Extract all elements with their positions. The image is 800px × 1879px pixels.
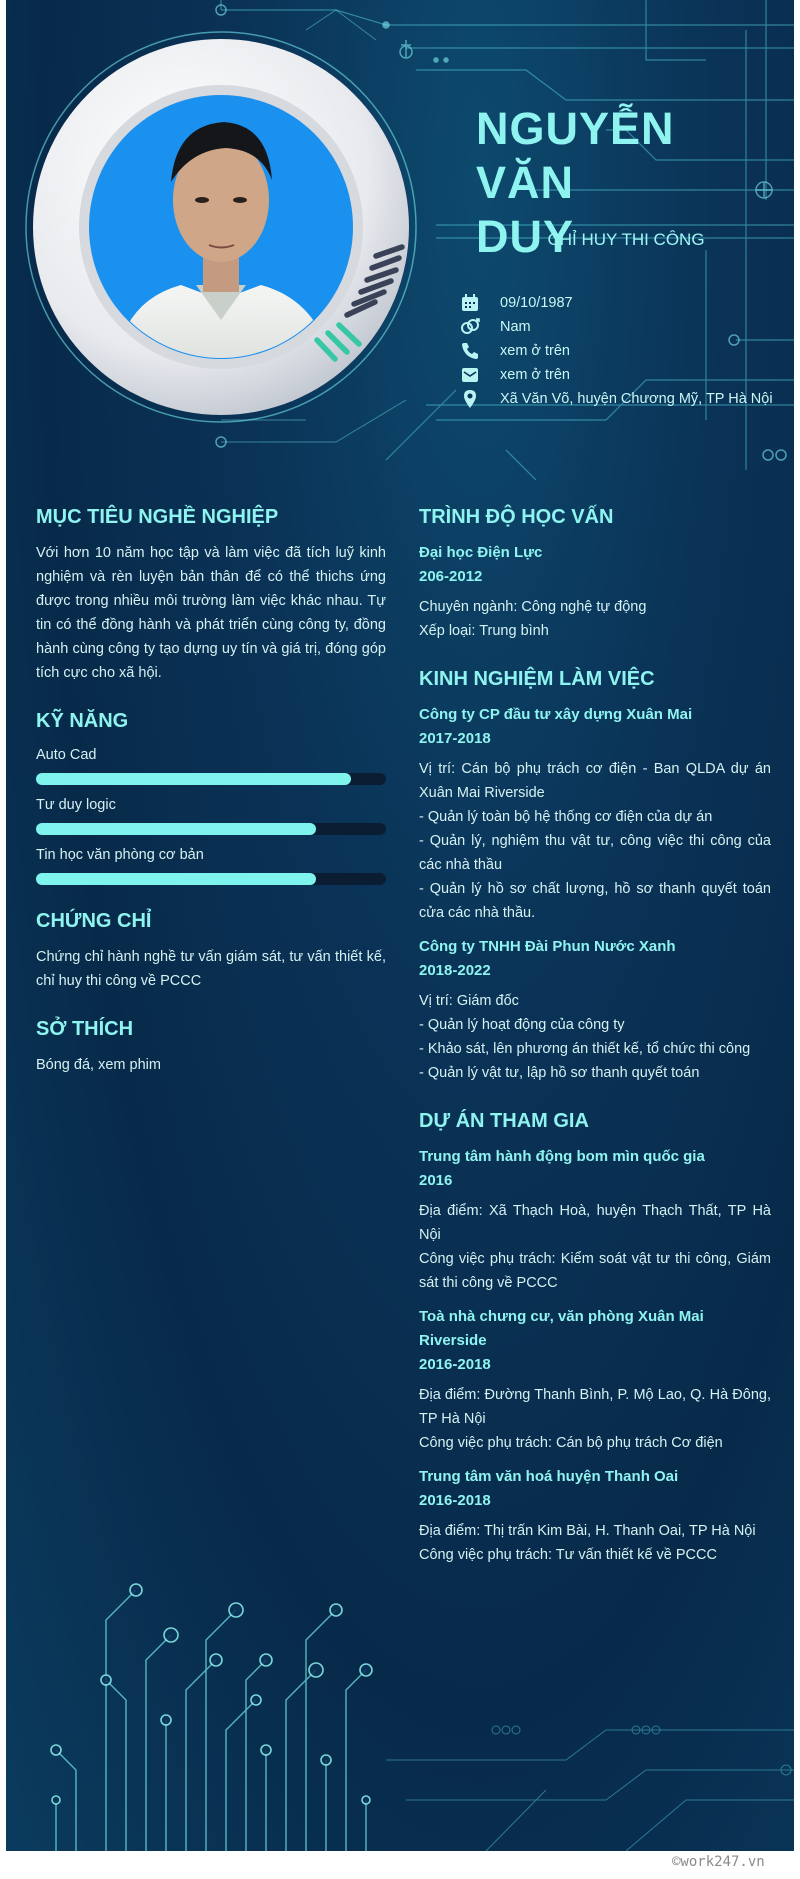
skill-bar (36, 873, 386, 885)
skill-label: Tin học văn phòng cơ bản (36, 847, 204, 863)
project-entry (419, 1305, 771, 1455)
cv-page (6, 0, 794, 1851)
objective-text: Với hơn 10 năm học tập và làm việc đã tích luỹ kinh nghiệm và rèn luyện bản thân để có thể thichs ứng được trong nhiều môi trường làm việc khác nhau. Tự tin có thể đồng hành và phát triển cùng công ty, đồng hành cùng công ty tạo dựng uy tín và giá trị, đóng góp tích cực cho xã hội. (36, 545, 386, 681)
location-icon (460, 389, 480, 409)
job-duty: - Quản lý vật tư, lập hồ sơ thanh quyết toán (419, 1065, 700, 1081)
education-heading: TRÌNH ĐỘ HỌC VẤN (419, 506, 614, 528)
project-role: Công việc phụ trách: Kiểm soát vật tư thi công, Giám sát thi công về PCCC (419, 1251, 771, 1291)
right-column (419, 505, 771, 1591)
skill-bar-fill (36, 773, 351, 785)
job-entry (419, 935, 771, 1085)
project-years: 2016-2018 (419, 1356, 491, 1373)
job-position: Vị trí: Cán bộ phụ trách cơ điện - Ban QLDA dự án Xuân Mai Riverside (419, 761, 771, 801)
job-entry (419, 703, 771, 925)
certificates-section (36, 909, 386, 993)
project-years: 2016-2018 (419, 1492, 491, 1509)
experience-heading: KINH NGHIỆM LÀM VIỆC (419, 668, 655, 690)
school-years: 206-2012 (419, 568, 483, 585)
left-column (36, 505, 386, 1101)
skill-label: Tư duy logic (36, 797, 116, 813)
school-name: Đại học Điện Lực (419, 544, 543, 561)
name-line-2: DUY (476, 211, 575, 262)
skill-bar (36, 823, 386, 835)
phone-icon (460, 341, 480, 361)
project-name: Trung tâm văn hoá huyện Thanh Oai (419, 1468, 679, 1485)
watermark: ©work247.vn (672, 1854, 765, 1870)
job-duty: - Quản lý hồ sơ chất lượng, hồ sơ thanh quyết toán cửa các nhà thầu. (419, 881, 771, 921)
project-role: Công việc phụ trách: Tư vấn thiết kế về PCCC (419, 1547, 717, 1563)
gender-text: Nam (500, 319, 531, 335)
calendar-icon (460, 293, 480, 313)
projects-heading: DỰ ÁN THAM GIA (419, 1110, 589, 1132)
job-title: CHỈ HUY THI CÔNG (547, 230, 705, 249)
experience-section (419, 667, 771, 1085)
project-entry (419, 1465, 771, 1567)
job-years: 2018-2022 (419, 962, 491, 979)
skill-label: Auto Cad (36, 747, 97, 763)
phone-text: xem ở trên (500, 343, 570, 359)
project-location: Địa điểm: Đường Thanh Bình, P. Mộ Lao, Q. Hà Đông, TP Hà Nội (419, 1387, 771, 1427)
objective-section (36, 505, 386, 685)
hobbies-section (36, 1017, 386, 1077)
education-major: Chuyên ngành: Công nghệ tự động (419, 599, 647, 615)
certificates-heading: CHỨNG CHỈ (36, 910, 152, 932)
skill-item (36, 845, 386, 885)
job-duty: - Khảo sát, lên phương án thiết kế, tổ chức thi công (419, 1041, 751, 1057)
project-location: Địa điểm: Xã Thạch Hoà, huyện Thạch Thất, TP Hà Nội (419, 1203, 771, 1243)
email-icon (460, 365, 480, 385)
job-position: Vị trí: Giám đốc (419, 993, 519, 1009)
education-section (419, 505, 771, 643)
skills-section (36, 709, 386, 885)
email-text: xem ở trên (500, 367, 570, 383)
project-location: Địa điểm: Thị trấn Kim Bài, H. Thanh Oai, TP Hà Nội (419, 1523, 756, 1539)
project-years: 2016 (419, 1172, 453, 1189)
job-company: Công ty TNHH Đài Phun Nước Xanh (419, 938, 676, 955)
job-duty: - Quản lý toàn bộ hệ thống cơ điện của dự án (419, 809, 713, 825)
projects-section (419, 1109, 771, 1567)
hobbies-text: Bóng đá, xem phim (36, 1057, 161, 1073)
skill-bar (36, 773, 386, 785)
skills-heading: KỸ NĂNG (36, 710, 129, 732)
job-years: 2017-2018 (419, 730, 491, 747)
certificates-text: Chứng chỉ hành nghề tư vấn giám sát, tư vấn thiết kế, chỉ huy thi công về PCCC (36, 949, 386, 989)
project-name: Toà nhà chưng cư, văn phòng Xuân Mai Riverside (419, 1308, 704, 1349)
bottom-circuit-lines (56, 1590, 366, 1851)
skill-item (36, 795, 386, 835)
job-duty: - Quản lý, nghiệm thu vật tư, công việc thi công của các nhà thầu (419, 833, 771, 873)
name-line-1: NGUYỄN VĂN (476, 103, 675, 208)
skill-item (36, 745, 386, 785)
skill-bar-fill (36, 823, 316, 835)
hobbies-heading: SỞ THÍCH (36, 1018, 134, 1040)
education-rank: Xếp loại: Trung bình (419, 623, 549, 639)
birthdate-text: 09/10/1987 (500, 295, 573, 311)
project-role: Công việc phụ trách: Cán bộ phụ trách Cơ điện (419, 1435, 723, 1451)
project-entry (419, 1145, 771, 1295)
project-name: Trung tâm hành động bom mìn quốc gia (419, 1148, 705, 1165)
gender-icon (460, 317, 480, 337)
skill-bar-fill (36, 873, 316, 885)
job-company: Công ty CP đầu tư xây dựng Xuân Mai (419, 706, 693, 723)
job-duty: - Quản lý hoạt động của công ty (419, 1017, 625, 1033)
objective-heading: MỤC TIÊU NGHỀ NGHIỆP (36, 506, 279, 528)
address-text: Xã Văn Võ, huyện Chương Mỹ, TP Hà Nội (500, 391, 773, 407)
